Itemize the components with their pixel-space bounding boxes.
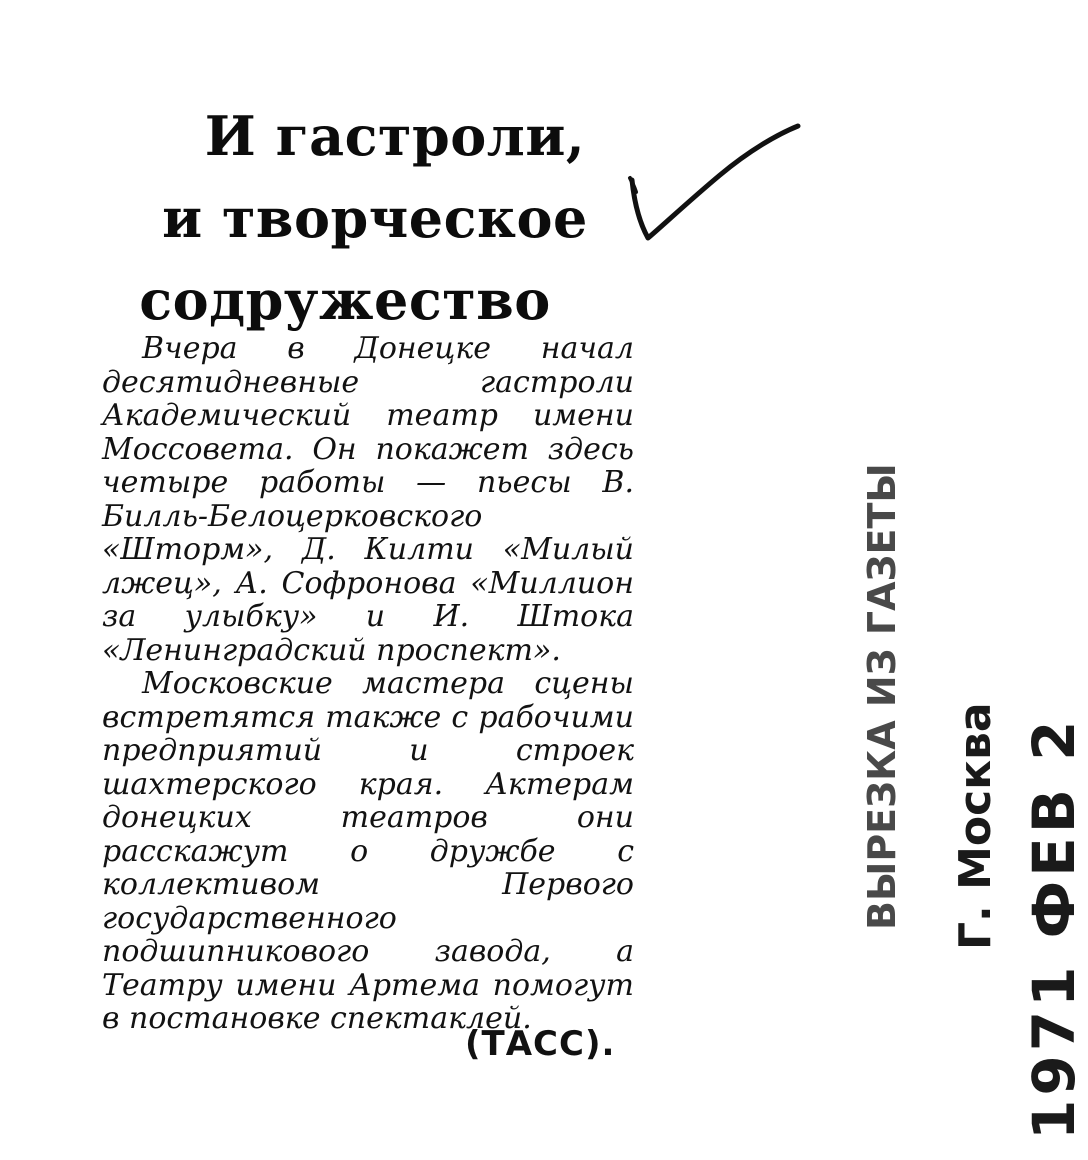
headline bbox=[139, 95, 600, 341]
headline-line-3: содружество bbox=[139, 268, 551, 332]
stamp-org: ВЫРЕЗКА ИЗ ГАЗЕТЫ bbox=[860, 463, 904, 930]
stamp-city: Г. Москва bbox=[950, 702, 1001, 950]
stamp-date: 1971 ФЕВ 2 bbox=[1020, 716, 1088, 1140]
handwritten-checkmark-icon bbox=[620, 120, 810, 260]
archive-stamp bbox=[860, 220, 1088, 1140]
article-body bbox=[102, 332, 634, 1036]
article-paragraph-1: Вчера в Донецке начал десятидневные гастроли Академический театр имени Моссовета. Он покажет здесь четыре работы — пьесы В. Билль-Белоцерковского «Шторм», Д. Килти «Милый лжец», А. Софронова «Миллион за улыбку» и И. Штока «Ленинградский проспект». bbox=[102, 331, 634, 668]
article-paragraph-2: Московские мастера сцены встретятся также с рабочими предприятий и строек шахтерского края. Актерам донецких театров они расскажут о дружбе с коллективом Первого государственного подшипникового завода, а Театру имени Артема помогут в постановке спектаклей. bbox=[102, 666, 634, 1036]
headline-line-2: и творческое bbox=[162, 186, 588, 250]
headline-line-1: И гастроли, bbox=[204, 104, 586, 168]
article-credit: (ТАСС). bbox=[465, 1024, 616, 1064]
